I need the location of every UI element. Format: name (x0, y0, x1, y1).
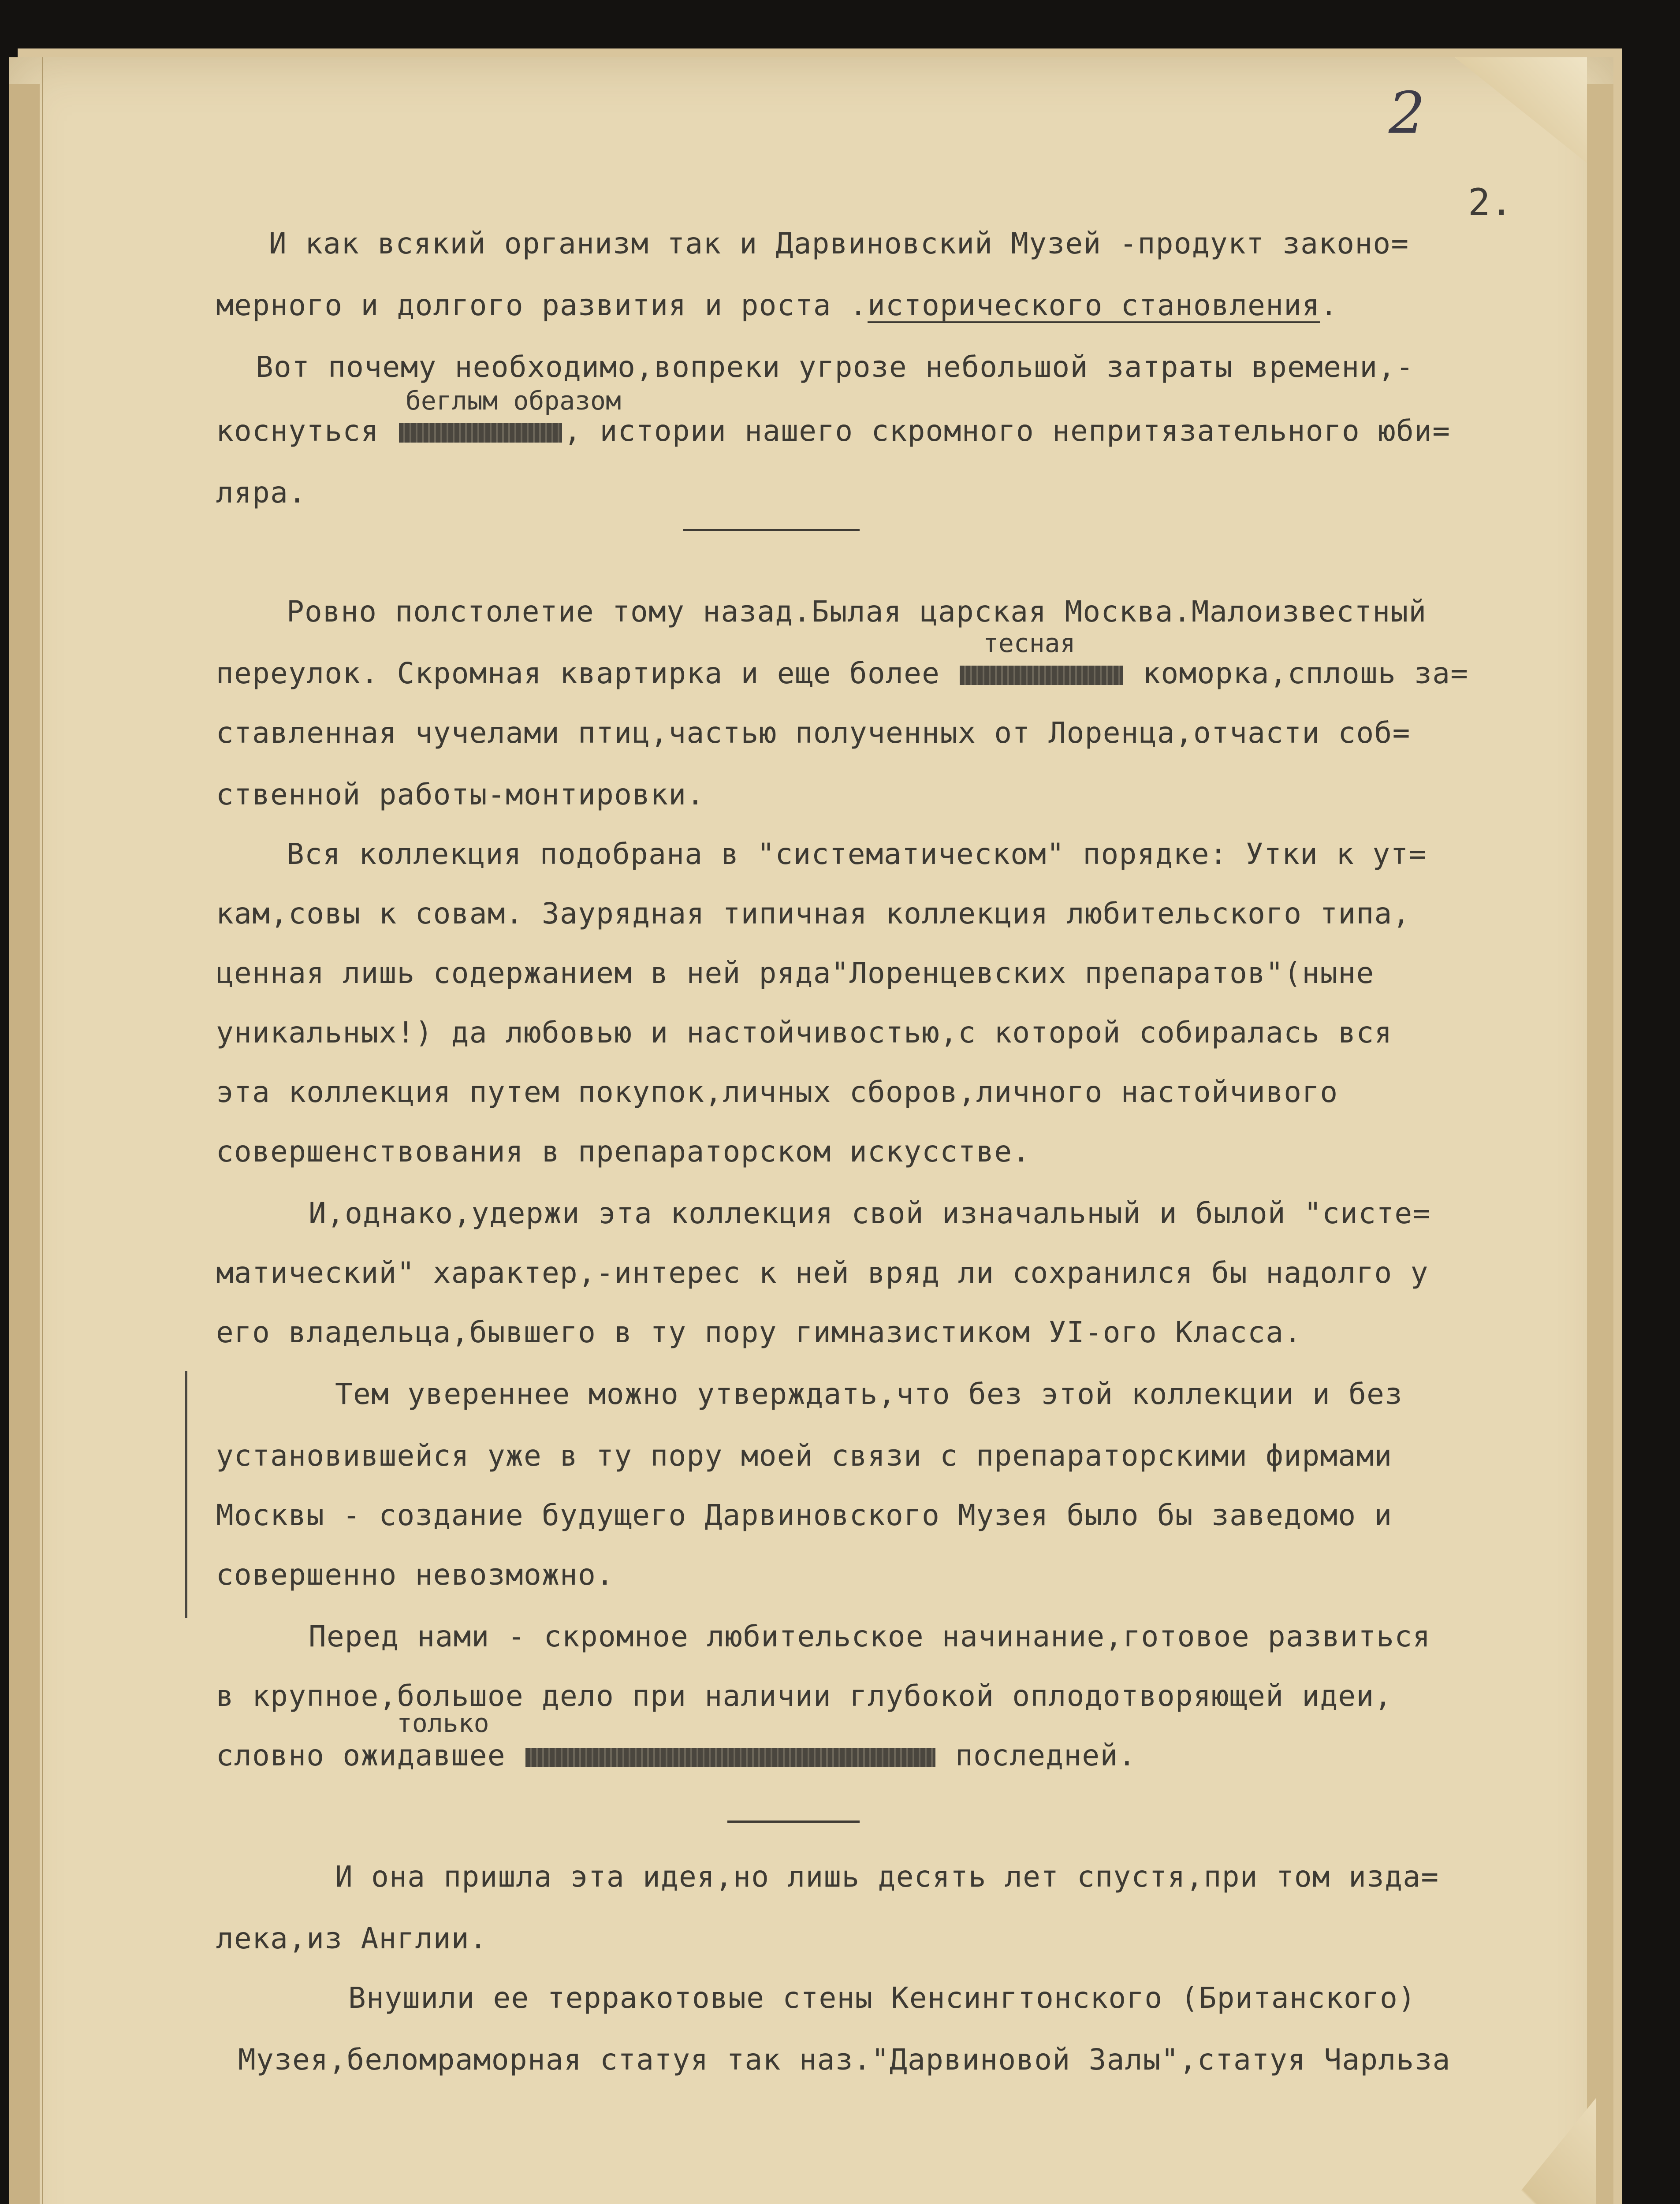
text-line: кам,совы к совам. Заурядная типичная коллекция любительского типа, (216, 897, 1411, 931)
section-divider (683, 529, 860, 531)
text-line: переулок. Скромная квартирка и еще более коморка,сплошь за= (216, 656, 1469, 690)
text-line: матический" характер,-интерес к ней вряд ли сохранился бы надолго у (216, 1256, 1429, 1290)
text-line: Ровно полстолетие тому назад.Былая царская Москва.Малоизвестный (287, 595, 1427, 629)
text-line: эта коллекция путем покупок,личных сборов,личного настойчивого (216, 1075, 1338, 1109)
section-divider (727, 1821, 860, 1823)
archive-page-number: 2 (1389, 79, 1425, 146)
underlined-phrase: исторического становления (868, 288, 1320, 322)
handwritten-insert: тесная (983, 628, 1076, 658)
binding-spine (42, 57, 43, 2204)
text-line: мерного и долгого развития и роста .исторического становления. (216, 288, 1338, 322)
text-line: Музея,беломраморная статуя так наз."Дарвиновой Залы",статуя Чарльза (238, 2043, 1451, 2077)
struck-out-word (960, 666, 1123, 685)
text-line: в крупное,большое дело при наличии глубокой оплодотворяющей идеи, (216, 1679, 1393, 1713)
text-line: Вот почему необходимо,вопреки угрозе небольшой затраты времени,- (256, 350, 1414, 384)
text-line: Москвы - создание будущего Дарвиновского Музея было бы заведомо и (216, 1498, 1393, 1532)
text-line: лека,из Англии. (216, 1921, 488, 1955)
struck-out-word (399, 423, 562, 443)
text-line: ставленная чучелами птиц,частью полученных от Лоренца,отчасти соб= (216, 716, 1411, 750)
text-line: совершенно невозможно. (216, 1558, 615, 1592)
handwritten-insert: только (397, 1708, 489, 1738)
struck-out-phrase (525, 1748, 935, 1767)
text-line: уникальных!) да любовью и настойчивостью,с которой собиралась вся (216, 1016, 1393, 1050)
text-line: Тем увереннее можно утверждать,что без этой коллекции и без (335, 1377, 1403, 1411)
text-line: коснуться , истории нашего скромного непритязательного юби= (216, 414, 1451, 448)
text-line: Вся коллекция подобрана в "систематическом" порядке: Утки к ут= (287, 837, 1427, 871)
text-line: Перед нами - скромное любительское начинание,готовое развиться (309, 1619, 1431, 1653)
text-line: И она пришла эта идея,но лишь десять лет спустя,при том изда= (335, 1860, 1439, 1894)
margin-line-mark (185, 1371, 187, 1618)
text-line: ственной работы-монтировки. (216, 778, 705, 812)
text-line: ценная лишь содержанием в ней ряда"Лоренцевских препаратов"(ныне (216, 956, 1375, 990)
text-line: словно ожидавшее последней. (216, 1739, 1136, 1772)
text-line: Внушили ее терракотовые стены Кенсингтонского (Британского) (348, 1981, 1416, 2015)
text-line: его владельца,бывшего в ту пору гимназистиком УI-ого Класса. (216, 1315, 1302, 1349)
handwritten-insert: беглым образом (406, 386, 621, 416)
text-line: установившейся уже в ту пору моей связи с препараторскими фирмами (216, 1439, 1393, 1473)
right-page-edge (1587, 84, 1613, 2204)
text-line: совершенствования в препараторском искусстве. (216, 1135, 1031, 1169)
text-line: И как всякий организм так и Дарвиновский Музей -продукт законо= (269, 227, 1409, 261)
left-page-edge (9, 84, 40, 2204)
text-line: И,однако,удержи эта коллекция свой изначальный и былой "систе= (309, 1196, 1431, 1230)
page-number: 2. (1468, 181, 1513, 224)
text-line: ляра. (216, 476, 307, 510)
